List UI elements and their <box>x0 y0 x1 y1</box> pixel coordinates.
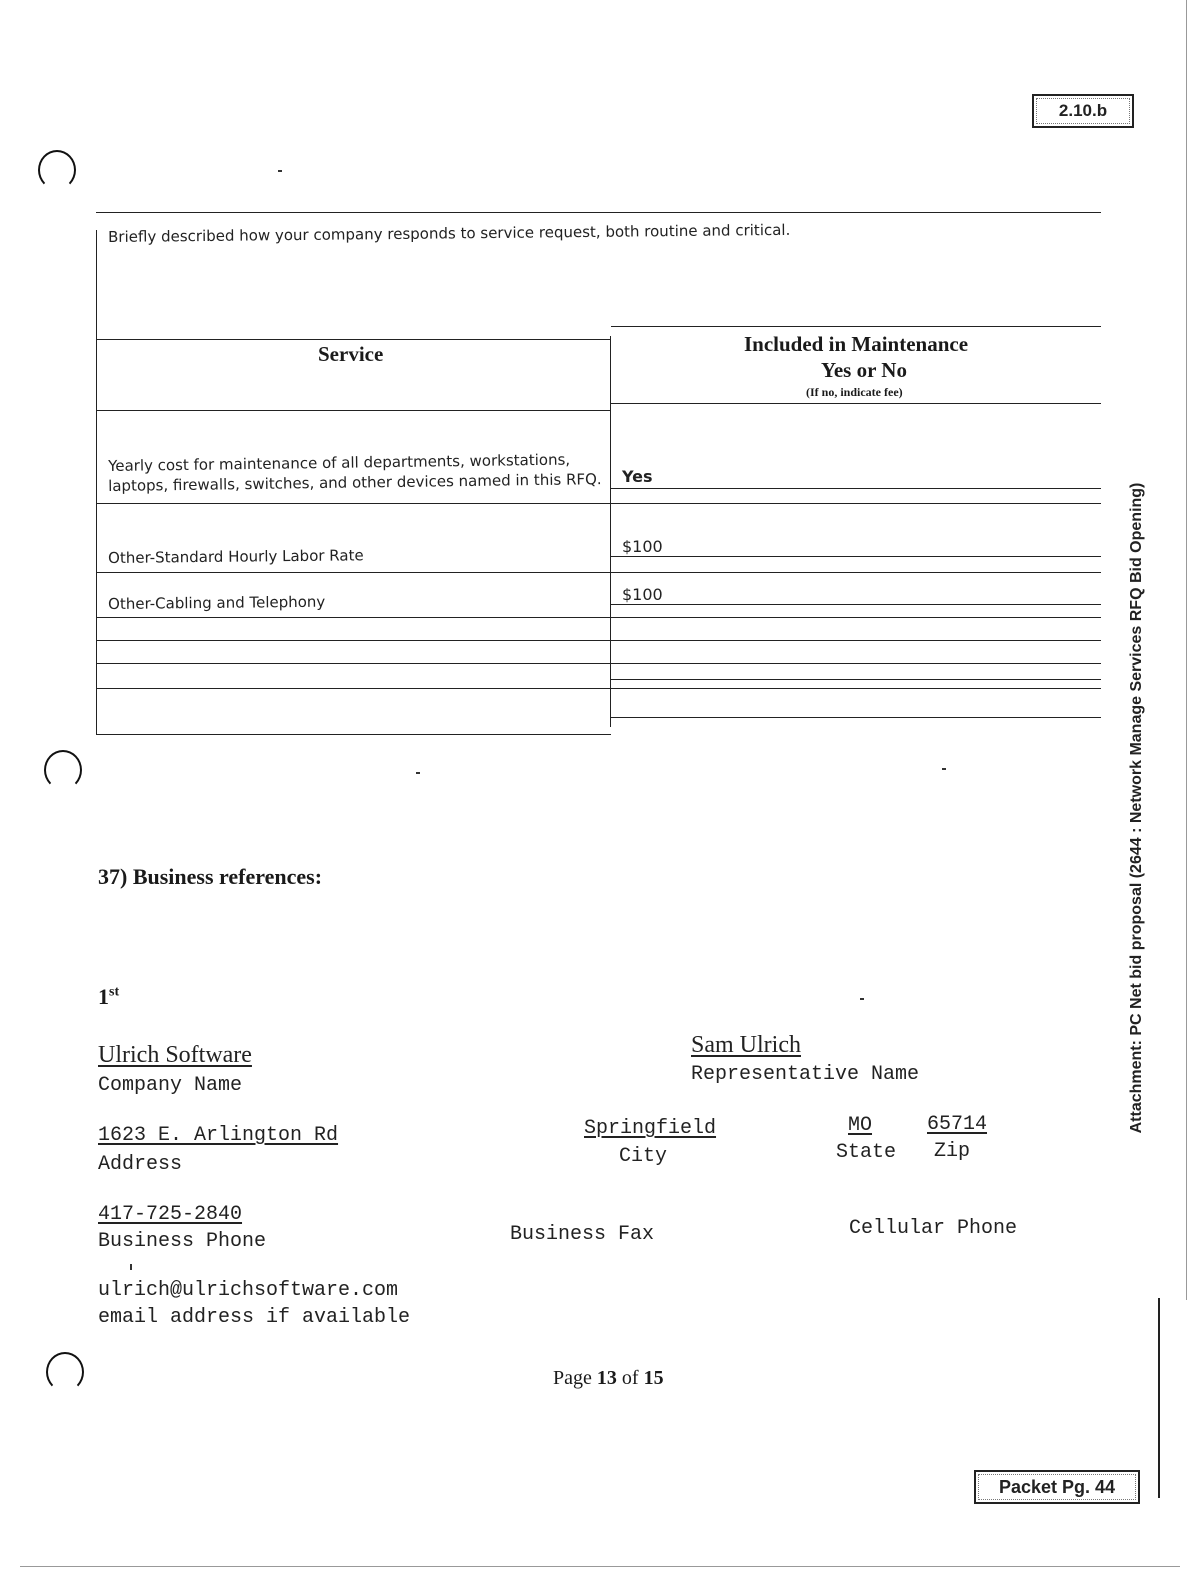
table-line <box>96 688 1101 689</box>
page-of: of <box>616 1367 644 1389</box>
company-name-value: Ulrich Software <box>98 1042 252 1068</box>
email-label: email address if available <box>98 1306 411 1329</box>
email-value: ulrich@ulrichsoftware.com <box>98 1279 399 1302</box>
business-phone-label: Business Phone <box>98 1230 267 1253</box>
speck <box>278 170 282 172</box>
header-included-line1: Included in Maintenance <box>744 332 969 356</box>
representative-name-label: Representative Name <box>691 1063 920 1086</box>
packet-page-stamp-text: Packet Pg. 44 <box>998 1476 1116 1497</box>
table-line <box>611 326 1101 327</box>
address-label: Address <box>98 1153 183 1176</box>
table-row-service: Other-Standard Hourly Labor Rate <box>108 546 364 567</box>
city-label: City <box>619 1145 668 1168</box>
table-line <box>611 717 1101 718</box>
table-line <box>96 734 611 735</box>
company-name-label: Company Name <box>98 1074 243 1097</box>
header-included-line3: (If no, indicate fee) <box>806 385 903 399</box>
table-row-value: $100 <box>622 537 663 556</box>
header-included-line2: Yes or No <box>821 358 907 382</box>
speck <box>416 772 420 774</box>
page-bottom-edge <box>20 1566 1180 1567</box>
page-prefix: Page <box>553 1367 597 1389</box>
table-line <box>611 604 1101 605</box>
packet-page-stamp <box>974 1470 1140 1504</box>
references-heading: 37) Business references: <box>98 864 323 889</box>
table-line <box>611 488 1101 489</box>
table-line <box>96 617 1101 618</box>
table-line <box>611 679 1101 680</box>
reference-ordinal-suffix: st <box>109 984 120 1000</box>
zip-value: 65714 <box>927 1113 988 1136</box>
table-line <box>96 339 611 340</box>
table-line <box>96 230 97 735</box>
page-number <box>553 1367 664 1390</box>
business-fax-label: Business Fax <box>510 1223 655 1246</box>
table-line <box>611 403 1101 404</box>
city-value: Springfield <box>584 1117 717 1140</box>
table-line <box>96 410 611 411</box>
state-value: MO <box>848 1114 873 1137</box>
table-line <box>96 640 1101 641</box>
table-row-service: Other-Cabling and Telephony <box>108 592 326 613</box>
state-label: State <box>836 1141 897 1164</box>
header-service: Service <box>318 342 384 366</box>
table-row-value: Yes <box>622 467 653 486</box>
punch-hole-middle <box>44 750 82 790</box>
page-right-edge <box>1186 0 1187 1300</box>
table-line <box>610 336 611 727</box>
margin-mark <box>1158 1298 1160 1498</box>
page-current: 13 <box>596 1367 617 1389</box>
table-line <box>96 572 1101 573</box>
table-row-service: laptops, firewalls, switches, and other devices named in this RFQ. <box>108 470 602 495</box>
speck <box>942 768 946 770</box>
speck <box>860 998 864 1000</box>
page-total: 15 <box>643 1367 664 1389</box>
reference-ordinal-number: 1 <box>98 984 109 1009</box>
table-line <box>96 663 1101 664</box>
address-value: 1623 E. Arlington Rd <box>98 1124 339 1147</box>
zip-label: Zip <box>934 1140 971 1163</box>
table-row-service: Yearly cost for maintenance of all departments, workstations, <box>108 450 571 475</box>
table-line <box>611 556 1101 557</box>
table-line <box>96 212 1101 213</box>
table-row-value: $100 <box>622 585 663 604</box>
reference-ordinal <box>98 984 119 1010</box>
representative-name-value: Sam Ulrich <box>691 1032 801 1058</box>
punch-hole-top <box>38 150 76 190</box>
side-attachment-text: Attachment: PC Net bid proposal (2644 : Network Manage Services RFQ Bid Opening) <box>1128 482 1145 1134</box>
section-stamp-text: 2.10.b <box>1058 101 1108 120</box>
section-stamp <box>1032 94 1134 128</box>
business-phone-value: 417-725-2840 <box>98 1203 243 1226</box>
table-line <box>96 503 1101 504</box>
cellular-phone-label: Cellular Phone <box>849 1217 1018 1240</box>
punch-hole-bottom <box>46 1352 84 1392</box>
speck <box>130 1264 132 1270</box>
service-request-prompt: Briefly described how your company responds to service request, both routine and critical. <box>108 220 791 246</box>
